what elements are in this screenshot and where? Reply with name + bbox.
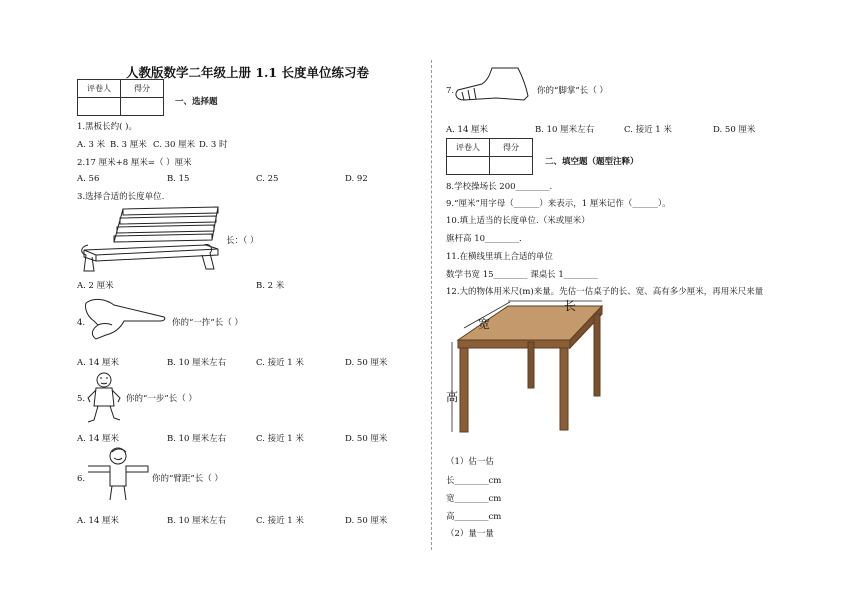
measure-heading: （2）量一量 <box>446 529 494 539</box>
score-header-score: 得分 <box>121 80 164 98</box>
arm-span-figure-image <box>86 446 150 502</box>
score-table-1 <box>77 79 164 116</box>
section-heading-2: 二、填空题（题型注释） <box>545 157 639 167</box>
question-10: 10.填上适当的长度单位.（米或厘米） <box>446 216 590 226</box>
q4-number: 4. <box>77 318 86 328</box>
q2-option-a: A. 56 <box>77 174 100 184</box>
score-table-2 <box>446 138 533 175</box>
score-cell <box>447 157 490 175</box>
q6-option-a: A. 14 厘米 <box>77 516 120 526</box>
q5-option-d: D. 50 厘米 <box>345 434 388 444</box>
page-title: 人教版数学二年级上册 1.1 长度单位练习卷 <box>126 65 369 80</box>
q4-option-d: D. 50 厘米 <box>345 358 388 368</box>
question-1: 1.黑板长约( )。 <box>77 122 137 132</box>
q2-option-d: D. 92 <box>345 174 368 184</box>
question-11: 11.在横线里填上合适的单位 <box>446 252 554 262</box>
q6-option-c: C. 接近 1 米 <box>256 516 304 526</box>
score-header-grader: 评卷人 <box>447 139 490 157</box>
q1-option-b: B. 3 厘米 <box>110 140 147 150</box>
question-7: 你的“脚掌”长（ ） <box>537 86 608 96</box>
table-label-length: 长 <box>564 299 577 313</box>
section-heading-1: 一、选择题 <box>175 97 218 107</box>
question-5: 你的“一步”长（ ） <box>126 394 197 404</box>
estimate-heading: （1）估一估 <box>446 457 494 467</box>
q5-option-b: B. 10 厘米左右 <box>167 434 227 444</box>
estimate-height: 高________cm <box>446 512 502 522</box>
table-image <box>444 298 614 440</box>
q3-option-b: B. 2 米 <box>256 281 285 291</box>
score-cell <box>78 98 121 116</box>
question-10-blank: 旗杆高 10________. <box>446 234 522 244</box>
score-header-grader: 评卷人 <box>78 80 121 98</box>
q7-number: 7. <box>446 86 455 96</box>
estimate-length: 长________cm <box>446 476 502 486</box>
q4-option-c: C. 接近 1 米 <box>256 358 304 368</box>
q7-option-a: A. 14 厘米 <box>446 125 489 135</box>
question-6: 你的“臂距”长（ ） <box>152 474 223 484</box>
estimate-width: 宽________cm <box>446 494 502 504</box>
question-4: 你的“一拃”长（ ） <box>172 318 243 328</box>
q4-option-b: B. 10 厘米左右 <box>167 358 227 368</box>
q1-option-a: A. 3 米 <box>77 140 106 150</box>
q1-option-c: C. 30 厘米 <box>153 140 196 150</box>
q5-option-a: A. 14 厘米 <box>77 434 120 444</box>
question-9: 9.“厘米”用字母（______）来表示，1 厘米记作（______）。 <box>446 199 671 209</box>
q7-option-d: D. 50 厘米 <box>713 125 756 135</box>
q3-option-a: A. 2 厘米 <box>77 281 114 291</box>
q3-blank: 长：（ ） <box>226 236 259 246</box>
q2-option-c: C. 25 <box>256 174 279 184</box>
q5-option-c: C. 接近 1 米 <box>256 434 304 444</box>
table-label-height: 高 <box>446 390 459 404</box>
step-figure-image <box>86 372 124 424</box>
q4-option-a: A. 14 厘米 <box>77 358 120 368</box>
question-11-blanks: 数学书宽 15________ 课桌长 1________ <box>446 270 598 280</box>
score-cell <box>490 157 533 175</box>
table-label-width: 宽 <box>478 317 491 331</box>
question-2: 2.17 厘米+8 厘米=（ ）厘米 <box>77 158 192 168</box>
q6-option-d: D. 50 厘米 <box>345 516 388 526</box>
q7-option-c: C. 接近 1 米 <box>624 125 672 135</box>
question-8: 8.学校操场长 200________. <box>446 182 553 192</box>
column-divider <box>431 60 432 550</box>
foot-image <box>452 66 532 106</box>
bench-image <box>78 205 223 273</box>
q7-option-b: B. 10 厘米左右 <box>535 125 595 135</box>
hand-span-image <box>84 295 168 345</box>
q2-option-b: B. 15 <box>167 174 190 184</box>
q6-option-b: B. 10 厘米左右 <box>167 516 227 526</box>
q6-number: 6. <box>77 474 86 484</box>
question-3: 3.选择合适的长度单位. <box>77 192 165 202</box>
score-header-score: 得分 <box>490 139 533 157</box>
q5-number: 5. <box>77 394 86 404</box>
q1-option-d: D. 3 时 <box>199 140 228 150</box>
score-cell <box>121 98 164 116</box>
question-12: 12.大的物体用米尺(m)来量。先估一估桌子的长、宽、高有多少厘米，再用米尺来量 <box>446 287 764 297</box>
